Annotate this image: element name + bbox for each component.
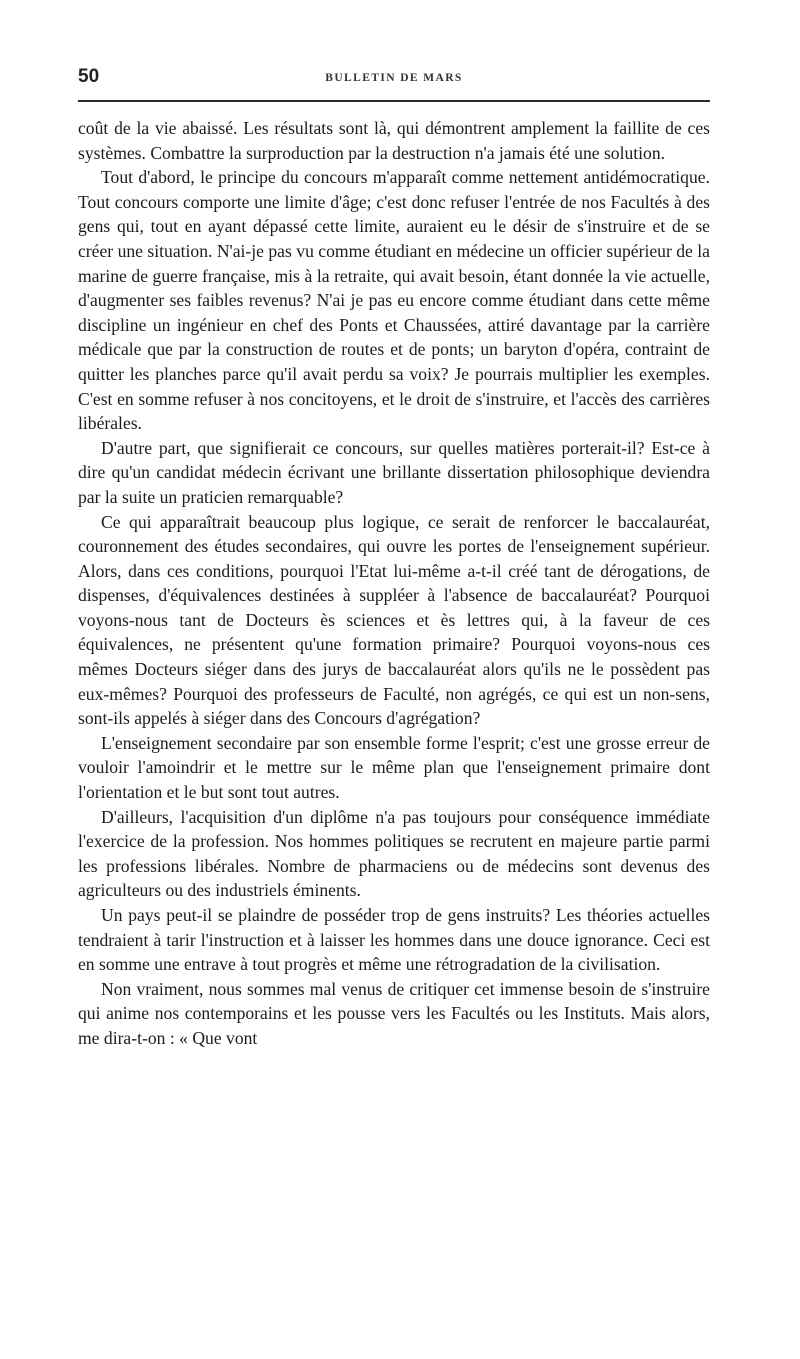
running-title: BULLETIN DE MARS — [325, 72, 463, 84]
document-page — [78, 66, 710, 1051]
paragraph: L'enseignement secondaire par son ensemble forme l'esprit; c'est une grosse erreur de vouloir l'amoindrir et le mettre sur le même plan que l'enseignement primaire dont l'orientation et le but sont tout autres. — [78, 732, 710, 803]
paragraph-continuation: coût de la vie abaissé. Les résultats sont là, qui démontrent amplement la faillite de ces systèmes. Combattre la surproduction par la destruction n'a jamais été une solution. — [78, 118, 710, 163]
header-rule — [78, 100, 710, 102]
running-head — [78, 66, 710, 94]
paragraph: Ce qui apparaîtrait beaucoup plus logique, ce serait de renforcer le baccalauréat, couronnement des études secondaires, qui ouvre les portes de l'enseignement supérieur. Alors, dans ces conditions, pourquoi l'Etat lui-même a-t-il créé tant de dérogations, de dispenses, d'équivalences destinées à suppléer à l'absence de baccalauréat? Pourquoi voyons-nous tant de Docteurs ès sciences et ès lettres qui, à la faveur de ces équivalences, ne présentent qu'une formation primaire? Pourquoi voyons-nous ces mêmes Docteurs siéger dans des jurys de baccalauréat alors qu'ils ne le possèdent pas eux-mêmes? Pourquoi des professeurs de Faculté, non agrégés, ce qui est un non-sens, sont-ils appelés à siéger dans des Concours d'agrégation? — [78, 511, 710, 729]
page-number: 50 — [78, 66, 100, 87]
paragraph: D'autre part, que signifierait ce concours, sur quelles matières porterait-il? Est-ce à dire qu'un candidat médecin écrivant une brillante dissertation philosophique deviendra par la suite un praticien remarquable? — [78, 437, 710, 507]
paragraph: Un pays peut-il se plaindre de posséder trop de gens instruits? Les théories actuelles tendraient à tarir l'instruction et à laisser les hommes dans une douce ignorance. Ceci est en somme une entrave à tout progrès et même une rétrogradation de la civilisation. — [78, 905, 710, 975]
body-text — [78, 116, 710, 1051]
paragraph: Non vraiment, nous sommes mal venus de critiquer cet immense besoin de s'instruire qui anime nos contemporains et les pousse vers les Facultés ou les Instituts. Mais alors, me dira-t-on : « Que vont — [78, 978, 710, 1048]
paragraph: Tout d'abord, le principe du concours m'apparaît comme nettement antidémocratique. Tout concours comporte une limite d'âge; c'est donc refuser l'entrée de nos Facultés à des gens qui, tout en ayant dépassé cette limite, auraient eu le désir de s'instruire et de se créer une situation. N'ai-je pas vu comme étudiant en médecine un officier supérieur de la marine de guerre française, mis à la retraite, qui avait besoin, étant donnée la vie actuelle, d'augmenter ses faibles revenus? N'ai je pas eu encore comme étudiant dans cette même discipline un ingénieur en chef des Ponts et Chaussées, attiré davantage par la carrière médicale que par la construction de routes et de ponts; un baryton d'opéra, contraint de quitter les planches parce qu'il avait perdu sa voix? Je pourrais multiplier les exemples. C'est en somme refuser à nos concitoyens, et le droit de s'instruire, et l'accès des carrières libérales. — [78, 167, 710, 434]
paragraph: D'ailleurs, l'acquisition d'un diplôme n'a pas toujours pour conséquence immédiate l'exercice de la profession. Nos hommes politiques se recrutent en majeure partie parmi les professions libérales. Nombre de pharmaciens ou de médecins sont devenus des agriculteurs ou des industriels éminents. — [78, 806, 710, 901]
